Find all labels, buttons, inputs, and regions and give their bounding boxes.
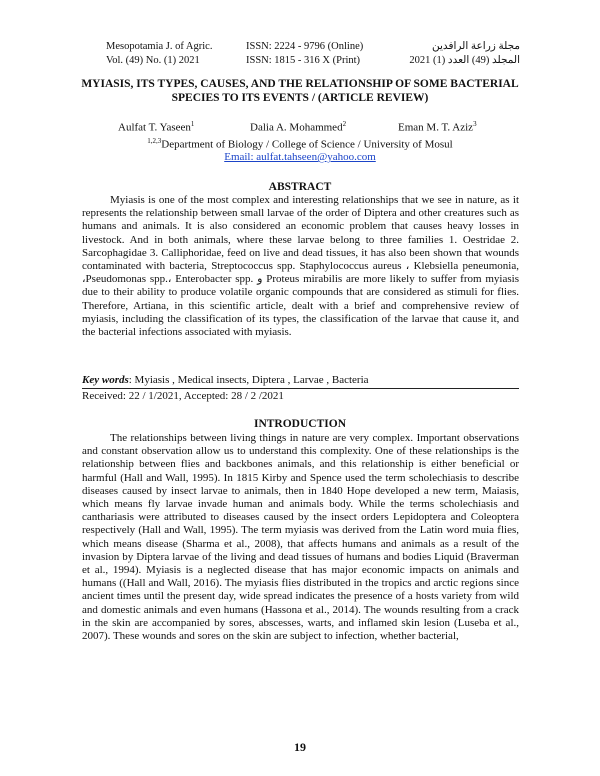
abstract-heading: ABSTRACT <box>268 181 332 193</box>
introduction-heading: INTRODUCTION <box>253 418 346 430</box>
introduction-text: The relationships between living things in nature are very complex. Important observations and constant observation allow us to understand this complexity. One of these relationships is the relationship between flies and backbones animals, and this relationship is either beneficial or harmful (Hall and Wall, 1995). In 1815 Kirby and Spence used the term scholechiasis to describe diseases caused by insect larvae to animals, then in 1840 Hope developed a new term, Maiasis, which means fly larvae invade human and animals body. While the terms scholechiasis and canthariasis were attributed to diseases caused by the insect orders Lepidoptera and Coleoptera respectively (Hall and Wall, 1995). The term myiasis was derived from the Latin word muia flies, which means disease (Sharma et al., 2008), that affects humans and animals as a result of the invasion by Diptera larvae of the living and dead tissues of humans and bodies Liquid (Braverman et al., 1994). Myiasis is a neglected disease that has major economic impacts on animals and humans ((Hall and Wall, 2016). The myiasis flies distributed in the tropics and arctic regions since ancient times until the present day, wide spread indicates the presence of a hosts variety from wild and domestic animals and even humans (Hassona et al., 2014). The wounds resulting from a crack in the skin are accompanied by sores, abscesses, warts, and inflamed skin lesion (Luseba et al., 2007). These wounds and sores on the skin are subject to infection, whether bacterial, <box>82 432 519 643</box>
email-link[interactable]: Email: aulfat.tahseen@yahoo.com <box>224 151 376 163</box>
author-2: Dalia A. Mohammed$^2$ <box>250 120 347 134</box>
author-3: Eman M. T. Aziz$^3$ <box>398 120 477 134</box>
arabic-volume: المجلد (49) العدد (1) 2021 <box>409 55 520 66</box>
issn-print: ISSN: 1815 - 316 X (Print) <box>246 55 361 66</box>
arabic-journal-title: مجلة زراعة الرافدين <box>432 41 520 52</box>
keywords: Key words: Myiasis , Medical insects, Diptera , Larvae , Bacteria <box>82 374 369 386</box>
abstract-text: Myiasis is one of the most complex and interesting relationships that we see in nature, as it represents the relationship between small larvae of the order of Diptera and other creatures such as humans and animals. It is also considered an economic problem that causes heavy losses in livestock. And in both animals, where these larvae belong to three families 1. Oestridae 2. Sarcophagidae 3. Calliphoridae, feed on live and dead tissues, it has also been shown that wounds contaminated with bacteria, Streptococcus spp. Staphylococcus aureus ، Klebsiella peneumonia, ،Pseudomonas spp.، Enterobacter spp. و Proteus mirabilis are more likely to suffer from myiasis due to their ability to produce volatile organic compounds that are considered as stimuli for flies. Therefore, Artiana, in this scientific article, dealt with a brief and comprehensive review of myiasis, including the classification of its types, the classification of the larvae that cause it, and the bacterial infections associated with myiasis. <box>82 194 519 339</box>
divider <box>82 388 519 389</box>
affiliation: $^{1,2,3}$Department of Biology / College of Science / University of Mosul <box>147 137 453 151</box>
issn-online: ISSN: 2224 - 9796 (Online) <box>246 41 364 52</box>
article-title: MYIASIS, ITS TYPES, CAUSES, AND THE RELATIONSHIP OF SOME BACTERIAL SPECIES TO ITS EVENTS / (ARTICLE REVIEW) <box>81 78 519 104</box>
journal-volume: Vol. (49) No. (1) 2021 <box>106 55 200 66</box>
journal-name: Mesopotamia J. of Agric. <box>106 41 213 52</box>
page-number: 19 <box>294 740 306 754</box>
author-1: Aulfat T. Yaseen$^1$ <box>118 120 195 134</box>
received-dates: Received: 22 / 1/2021, Accepted: 28 / 2 /2021 <box>82 390 284 402</box>
